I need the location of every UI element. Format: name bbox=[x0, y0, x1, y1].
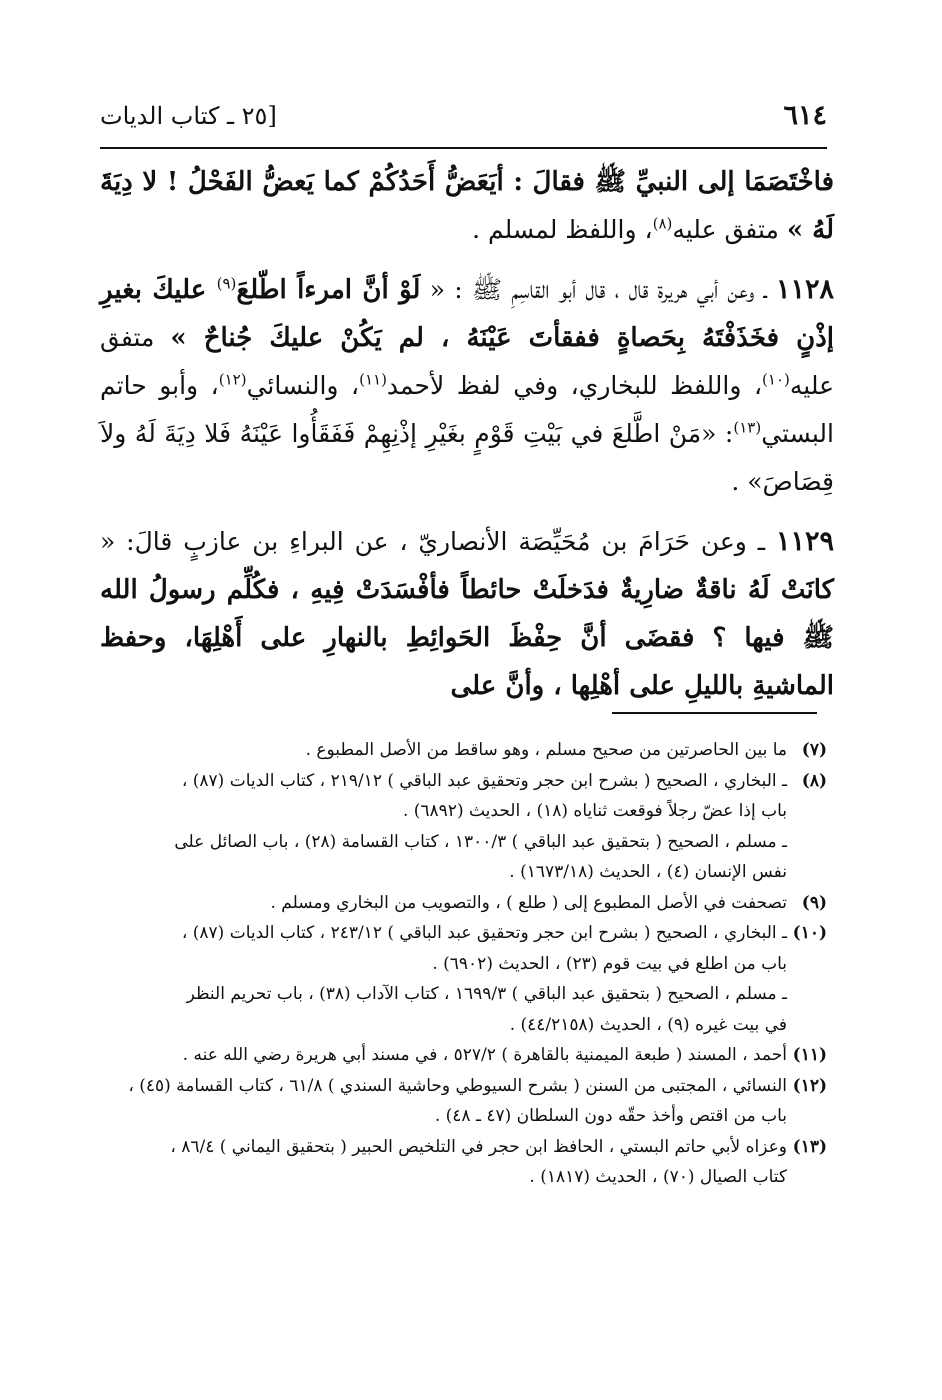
footnote-line: في بيت غيره (٩) ، الحديث (٤٤/٢١٥٨) . bbox=[509, 1014, 787, 1035]
footnote-number: (٧) bbox=[801, 740, 827, 760]
hadith-number: ١١٢٨ bbox=[776, 274, 835, 305]
page-header bbox=[100, 100, 827, 140]
header-rule bbox=[100, 147, 827, 149]
footnote-number: (٩) bbox=[801, 892, 827, 913]
source-text: : «مَنْ اطَّلعَ في بَيْتِ قَوْمٍ بغَيْرِ إذْنِهِمْ فَفَقَأُوا عَيْنَهُ فَلا دِيَةَ لَهُ ولاَ قِصَاصَ» . bbox=[100, 419, 834, 496]
footnote-line: ـ البخاري ، الصحيح ( بشرح ابن حجر وتحقيق عبد الباقي ) ٢٤٣/١٢ ، كتاب الديات (٨٧) ، bbox=[181, 923, 787, 943]
footnote bbox=[100, 766, 827, 827]
footnote-line: وعزاه لأبي حاتم البستي ، الحافظ ابن حجر في التلخيص الحبير ( بتحقيق اليماني ) ٨٦/٤ ، bbox=[170, 1136, 787, 1157]
footnote-line: تصحفت في الأصل المطبوع إلى ( طلع ) ، والتصويب من البخاري ومسلم . bbox=[270, 892, 787, 913]
footnote-ref: (١١) bbox=[359, 370, 387, 389]
footnote-ref: (١٣) bbox=[733, 418, 762, 437]
paragraph-1 bbox=[100, 158, 834, 254]
footnote-line: باب من اقتص وأخذ حقّه دون السلطان (٤٧ ـ ٤٨) . bbox=[434, 1106, 787, 1126]
footnote-line: النسائي ، المجتبى من السنن ( بشرح السيوطي وحاشية السندي ) ٦١/٨ ، كتاب القسامة (٤٥) ، bbox=[128, 1075, 787, 1096]
footnote-line: ـ مسلم ، الصحيح ( بتحقيق عبد الباقي ) ١٣٠٠/٣ ، كتاب القسامة (٢٨) ، باب الصائل على bbox=[174, 831, 787, 852]
footnote-number: (٨) bbox=[801, 770, 827, 791]
footnote bbox=[100, 1071, 827, 1132]
source-text: ، واللفظ لمسلم . bbox=[472, 215, 653, 244]
footnote-line: أحمد ، المسند ( طبعة الميمنية بالقاهرة ) ٥٢٧/٢ ، في مسند أبي هريرة رضي الله عنه . bbox=[182, 1045, 787, 1065]
footnote-ref: (٨) bbox=[652, 214, 673, 233]
paragraph-1129 bbox=[100, 518, 834, 710]
source-text: ، والنسائي bbox=[246, 371, 360, 400]
footnote bbox=[100, 979, 827, 1040]
footnote bbox=[100, 1040, 827, 1071]
footnote-line: ـ مسلم ، الصحيح ( بتحقيق عبد الباقي ) ١٦٩٩/٣ ، كتاب الآداب (٣٨) ، باب تحريم النظر bbox=[186, 984, 787, 1004]
footnote-ref: (١٠) bbox=[762, 370, 790, 389]
source-text: متفق عليه bbox=[672, 215, 787, 244]
hadith-text: عليكَ بغيرِ إذْنٍ فخَذَفْتَهُ بِحَصاةٍ ففقأتَ عَيْنَهُ ، لم يَكُنْ عليكَ جُناحٌ » bbox=[100, 275, 834, 353]
footnote-line: ـ البخاري ، الصحيح ( بشرح ابن حجر وتحقيق عبد الباقي ) ٢١٩/١٢ ، كتاب الديات (٨٧) ، bbox=[181, 770, 787, 791]
footnote-ref: (٩) bbox=[216, 274, 237, 293]
paragraph-1128 bbox=[100, 266, 834, 506]
hadith-number: ١١٢٩ bbox=[775, 526, 834, 557]
footnote bbox=[100, 827, 827, 888]
source-text: متفق عليه bbox=[100, 323, 835, 400]
footnote-ref: (١٢) bbox=[218, 370, 247, 389]
footnote-number: (١٣) bbox=[792, 1136, 827, 1157]
hadith-text: لَوْ أنَّ امرءاً اطّلعَ bbox=[236, 275, 421, 305]
footnote-line: نفس الإنسان (٤) ، الحديث (١٦٧٣/١٨) . bbox=[509, 862, 787, 882]
footnote-number: (١٢) bbox=[792, 1075, 827, 1096]
footnote bbox=[100, 735, 827, 766]
hadith-intro: ـ وعن أبي هريرة قال ، قال أبو القاسِمِ ﷺ : « bbox=[420, 275, 776, 304]
footnote bbox=[100, 1132, 827, 1193]
hadith-text: كانَتْ لَهُ ناقةٌ ضارِيةٌ فدَخلَتْ حائطاً فأفْسَدَتْ فِيهِ ، فكُلِّم رسولُ الله ﷺ فيها ؟ فقضَى أنَّ حِفْظَ الحَوائِطِ بالنهارِ على أَهْلِهَا، وحفظ الماشيةِ بالليلِ على أهْلِها ، وأنَّ على bbox=[100, 575, 834, 701]
footnote-line: كتاب الصيال (٧٠) ، الحديث (١٨١٧) . bbox=[529, 1167, 787, 1187]
source-text: ، واللفظ للبخاري، وفي لفظ لأحمد bbox=[386, 371, 763, 400]
running-title: [٢٥ ـ كتاب الديات bbox=[100, 102, 277, 130]
footnote-line: ما بين الحاصرتين من صحيح مسلم ، وهو ساقط من الأصل المطبوع . bbox=[305, 740, 787, 760]
source-text: ، وأبو حاتم البستي bbox=[100, 371, 834, 448]
footnote bbox=[100, 918, 827, 979]
footnote-line: باب إذا عضّ رجلاً فوقعت ثناياه (١٨) ، الحديث (٦٨٩٢) . bbox=[402, 801, 787, 821]
footnote bbox=[100, 888, 827, 919]
footnotes bbox=[100, 735, 827, 1193]
footnote-line: باب من اطلع في بيت قوم (٢٣) ، الحديث (٦٩٠٢) . bbox=[432, 953, 787, 974]
footnote-number: (١١) bbox=[792, 1045, 827, 1065]
page-number: ٦١٤ bbox=[783, 100, 827, 131]
hadith-text: فاخْتَصَمَا إلى النبيِّ ﷺ فقالَ : أيَعَضُّ أَحَدُكُمْ كما يَعضُّ الفَحْلُ ! لا دِيَةَ لَهُ » bbox=[100, 167, 835, 245]
footnote-number: (١٠) bbox=[792, 923, 827, 943]
footnote-separator bbox=[612, 712, 817, 714]
hadith-intro: ـ وعن حَرَامَ بن مُحَيِّصَة الأنصاريّ ، عن البراءِ بن عازبٍ قالَ: « bbox=[100, 527, 776, 556]
main-text bbox=[100, 158, 834, 722]
